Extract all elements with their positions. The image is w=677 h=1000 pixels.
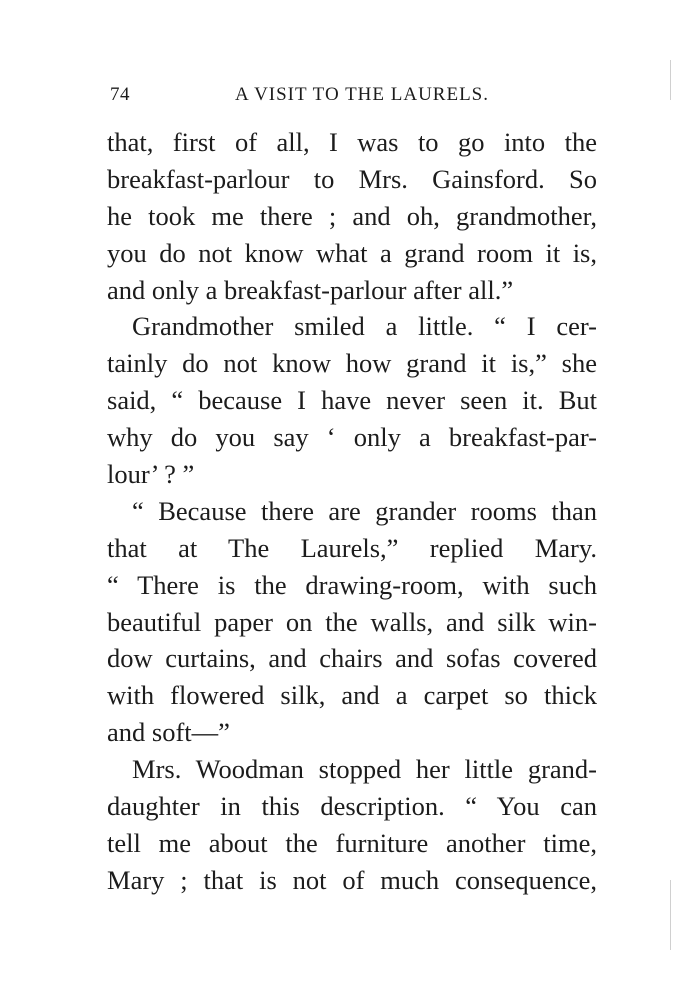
text-line: daughter in this description. “ You can xyxy=(107,791,597,822)
text-line: and soft—” xyxy=(107,717,230,748)
text-line: that, first of all, I was to go into the xyxy=(107,127,597,157)
page-edge-mark xyxy=(670,880,671,950)
text-line: breakfast-parlour to Mrs. Gainsford. So xyxy=(107,163,597,194)
text-line: he took me there ; and oh, grandmother, xyxy=(107,200,597,231)
running-title: A VISIT TO THE LAURELS. xyxy=(234,84,489,105)
text-line: that at The Laurels,” replied Mary. xyxy=(107,532,597,563)
text-line: “ Because there are grander rooms than xyxy=(132,495,597,526)
text-line: dow curtains, and chairs and sofas covered xyxy=(107,643,597,674)
text-line: lour’ ? ” xyxy=(107,459,195,490)
text-line: Mary ; that is not of much consequence, xyxy=(107,864,597,895)
page-header xyxy=(110,84,600,110)
text-line: said, “ because I have never seen it. But xyxy=(107,385,597,416)
text-line: Mrs. Woodman stopped her little grand- xyxy=(132,754,597,785)
text-line: you do not know what a grand room it is, xyxy=(107,237,597,268)
text-line: “ There is the drawing-room, with such xyxy=(107,569,597,600)
text-line: and only a breakfast-parlour after all.” xyxy=(107,274,514,305)
text-line: with flowered silk, and a carpet so thick xyxy=(107,680,597,711)
text-line: beautiful paper on the walls, and silk win- xyxy=(107,606,597,637)
text-line: Grandmother smiled a little. “ I cer- xyxy=(132,311,597,342)
page-number: 74 xyxy=(110,84,130,105)
page-edge-mark xyxy=(670,60,671,100)
body-text xyxy=(107,124,597,899)
text-line: tell me about the furniture another time, xyxy=(107,827,597,858)
text-line: why do you say ‘ only a breakfast-par- xyxy=(107,422,597,453)
text-line: tainly do not know how grand it is,” she xyxy=(107,348,597,379)
